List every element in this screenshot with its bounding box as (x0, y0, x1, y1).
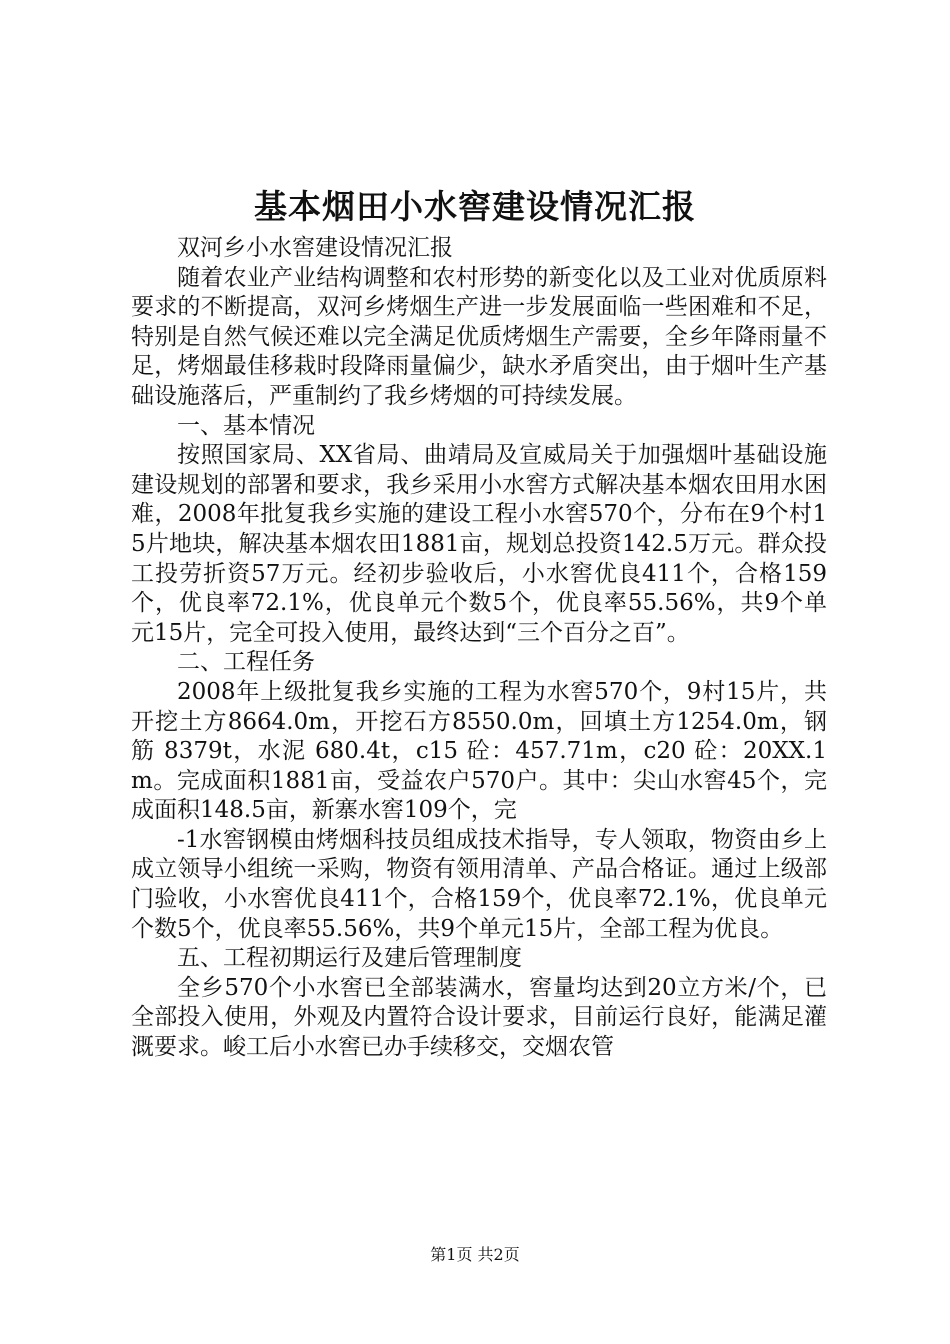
paragraph-intro: 随着农业产业结构调整和农村形势的新变化以及工业对优质原料要求的不断提高，双河乡烤烟生产进一步发展面临一些困难和不足，特别是自然气候还难以完全满足优质烤烟生产需要，全乡年降雨量不足，烤烟最佳移栽时段降雨量偏少，缺水矛盾突出，由于烟叶生产基础设施落后，严重制约了我乡烤烟的可持续发展。 (131, 264, 827, 409)
page-number-footer: 第1页 共2页 (430, 1245, 520, 1264)
paragraph-subtitle: 双河乡小水窖建设情况汇报 (177, 235, 453, 261)
paragraph-steel-formwork: -1水窖钢模由烤烟科技员组成技术指导，专人领取，物资由乡上成立领导小组统一采购，物资有领用清单、产品合格证。通过上级部门验收，小水窖优良411个，合格159个，优良率72.1%，优良单元个数5个，优良率55.56%，共9个单元15片，全部工程为优良。 (131, 826, 827, 942)
paragraph-project-tasks: 2008年上级批复我乡实施的工程为水窖570个，9村15片，共开挖土方8664.0m，开挖石方8550.0m，回填土方1254.0m，钢筋 8379t，水泥 680.4t，c15 砼：457.71m，c20 砼：20XX.1m。完成面积1881亩，受益农户570户。其中：尖山水窖45个，完成面积148.5亩，新寨水窖109个，完 (131, 678, 827, 824)
paragraph-basic-situation: 按照国家局、XX省局、曲靖局及宣威局关于加强烟叶基础设施建设规划的部署和要求，我乡采用小水窖方式解决基本烟农田用水困难，2008年批复我乡实施的建设工程小水窖570个，分布在9个村15片地块，解决基本烟农田1881亩，规划总投资142.5万元。群众投工投劳折资57万元。经初步验收后，小水窖优良411个，合格159个，优良率72.1%，优良单元个数5个，优良率55.56%，共9个单元15片，完全可投入使用，最终达到“三个百分之百”。 (131, 442, 827, 646)
document-title: 基本烟田小水窖建设情况汇报 (254, 187, 696, 226)
section-heading-basic-situation: 一、基本情况 (177, 412, 315, 439)
document-body (131, 234, 827, 1063)
section-heading-project-tasks: 二、工程任务 (177, 649, 315, 676)
paragraph-operation-management: 全乡570个小水窖已全部装满水，窖量均达到20立方米/个，已全部投入使用，外观及内置符合设计要求，目前运行良好，能满足灌溉要求。峻工后小水窖已办手续移交，交烟农管 (131, 974, 827, 1061)
section-heading-operation-management: 五、工程初期运行及建后管理制度 (177, 945, 522, 972)
